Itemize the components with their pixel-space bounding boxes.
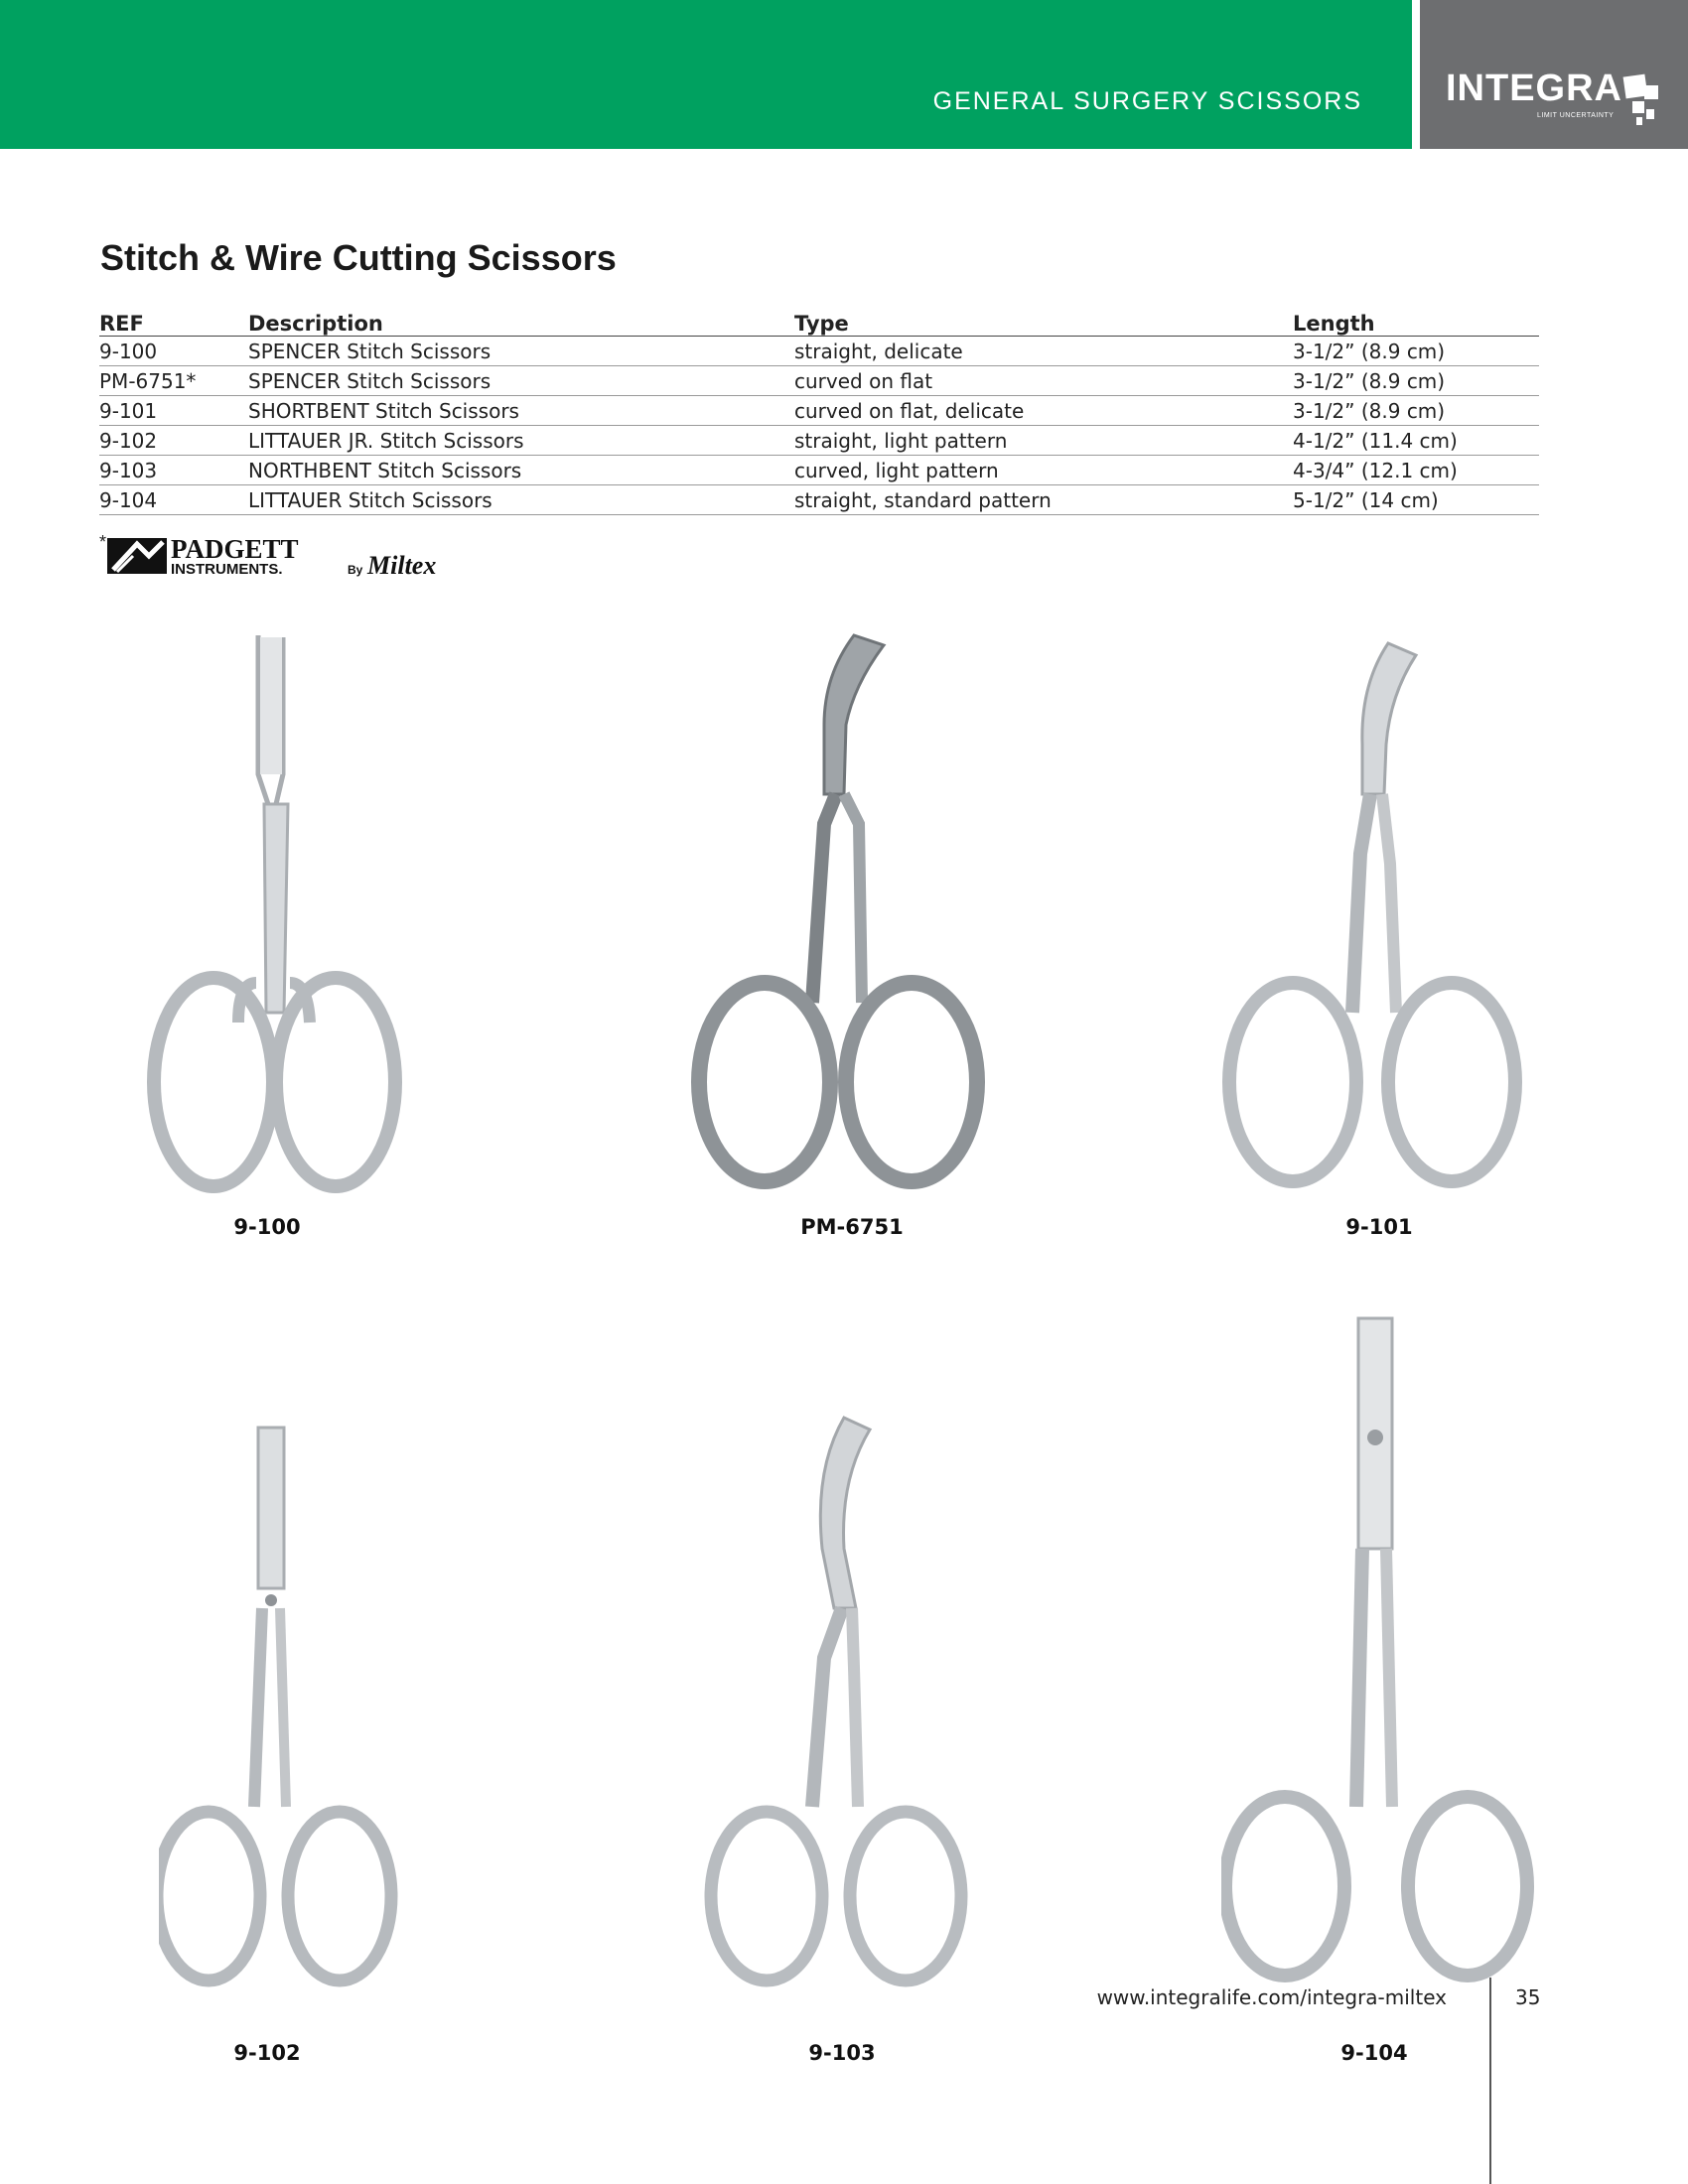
section-title: GENERAL SURGERY SCISSORS <box>932 87 1362 115</box>
product-9-102 <box>159 1420 407 1995</box>
padgett-miltex-brand <box>99 532 477 582</box>
table-row <box>99 456 1539 485</box>
footer-url[interactable]: www.integralife.com/integra-miltex <box>1096 1985 1447 2009</box>
cell-ref: PM-6751* <box>99 366 248 396</box>
product-9-104 <box>1221 1310 1539 1995</box>
cell-description: SPENCER Stitch Scissors <box>248 366 794 396</box>
cell-type: straight, delicate <box>794 337 1293 366</box>
cell-ref: 9-104 <box>99 485 248 515</box>
cell-type: curved, light pattern <box>794 456 1293 485</box>
cell-ref: 9-101 <box>99 396 248 426</box>
header-band <box>0 0 1412 149</box>
cell-type: curved on flat, delicate <box>794 396 1293 426</box>
cell-length: 5-1/2” (14 cm) <box>1293 485 1539 515</box>
cell-length: 4-1/2” (11.4 cm) <box>1293 426 1539 456</box>
miltex-logo: Miltex <box>367 551 437 580</box>
cell-description: SHORTBENT Stitch Scissors <box>248 396 794 426</box>
cell-description: NORTHBENT Stitch Scissors <box>248 456 794 485</box>
table-row <box>99 337 1539 366</box>
cell-description: LITTAUER Stitch Scissors <box>248 485 794 515</box>
cell-description: SPENCER Stitch Scissors <box>248 337 794 366</box>
integra-logo-mark-icon <box>1617 71 1662 129</box>
cell-ref: 9-103 <box>99 456 248 485</box>
straight-scissors-icon <box>139 625 407 1201</box>
caption-9-100: 9-100 <box>233 1215 301 1239</box>
caption-9-102: 9-102 <box>233 2041 301 2065</box>
straight-scissors-icon <box>1221 1310 1539 1995</box>
cell-length: 3-1/2” (8.9 cm) <box>1293 396 1539 426</box>
integra-logo: INTEGRA <box>1446 68 1622 109</box>
cell-length: 3-1/2” (8.9 cm) <box>1293 337 1539 366</box>
cell-length: 4-3/4” (12.1 cm) <box>1293 456 1539 485</box>
product-9-100 <box>139 625 407 1201</box>
column-header-description: Description <box>248 308 794 337</box>
brand-line-1: PADGETT <box>171 536 299 564</box>
page-title: Stitch & Wire Cutting Scissors <box>100 237 617 278</box>
caption-9-104: 9-104 <box>1340 2041 1408 2065</box>
cell-type: curved on flat <box>794 366 1293 396</box>
page-number: 35 <box>1515 1985 1541 2009</box>
product-pm-6751 <box>685 625 1003 1201</box>
cell-ref: 9-102 <box>99 426 248 456</box>
table-header-row <box>99 308 1539 337</box>
cell-type: straight, light pattern <box>794 426 1293 456</box>
catalog-table <box>99 308 1539 515</box>
product-9-101 <box>1221 635 1539 1201</box>
product-9-103 <box>695 1410 993 1995</box>
caption-pm-6751: PM-6751 <box>800 1215 904 1239</box>
column-header-length: Length <box>1293 308 1539 337</box>
header-divider <box>1412 0 1420 149</box>
cell-length: 3-1/2” (8.9 cm) <box>1293 366 1539 396</box>
table-row <box>99 426 1539 456</box>
table-row <box>99 366 1539 396</box>
footer-divider <box>1489 1978 1491 2184</box>
brand-footnote-marker: * <box>99 532 107 552</box>
curved-scissors-icon <box>1221 635 1539 1201</box>
padgett-logo <box>107 536 485 582</box>
cell-type: straight, standard pattern <box>794 485 1293 515</box>
curved-scissors-icon <box>695 1410 993 1995</box>
cell-ref: 9-100 <box>99 337 248 366</box>
caption-9-101: 9-101 <box>1345 1215 1413 1239</box>
cell-description: LITTAUER JR. Stitch Scissors <box>248 426 794 456</box>
column-header-ref: REF <box>99 308 248 337</box>
brand-line-2: INSTRUMENTS. <box>171 561 283 578</box>
brand-by: By <box>348 563 363 577</box>
padgett-emblem-icon <box>107 538 167 574</box>
column-header-type: Type <box>794 308 1293 337</box>
curved-scissors-icon <box>685 625 1003 1201</box>
straight-scissors-icon <box>159 1420 407 1995</box>
table-row <box>99 396 1539 426</box>
logo-tagline: LIMIT UNCERTAINTY <box>1537 112 1615 119</box>
caption-9-103: 9-103 <box>808 2041 876 2065</box>
table-row <box>99 485 1539 515</box>
